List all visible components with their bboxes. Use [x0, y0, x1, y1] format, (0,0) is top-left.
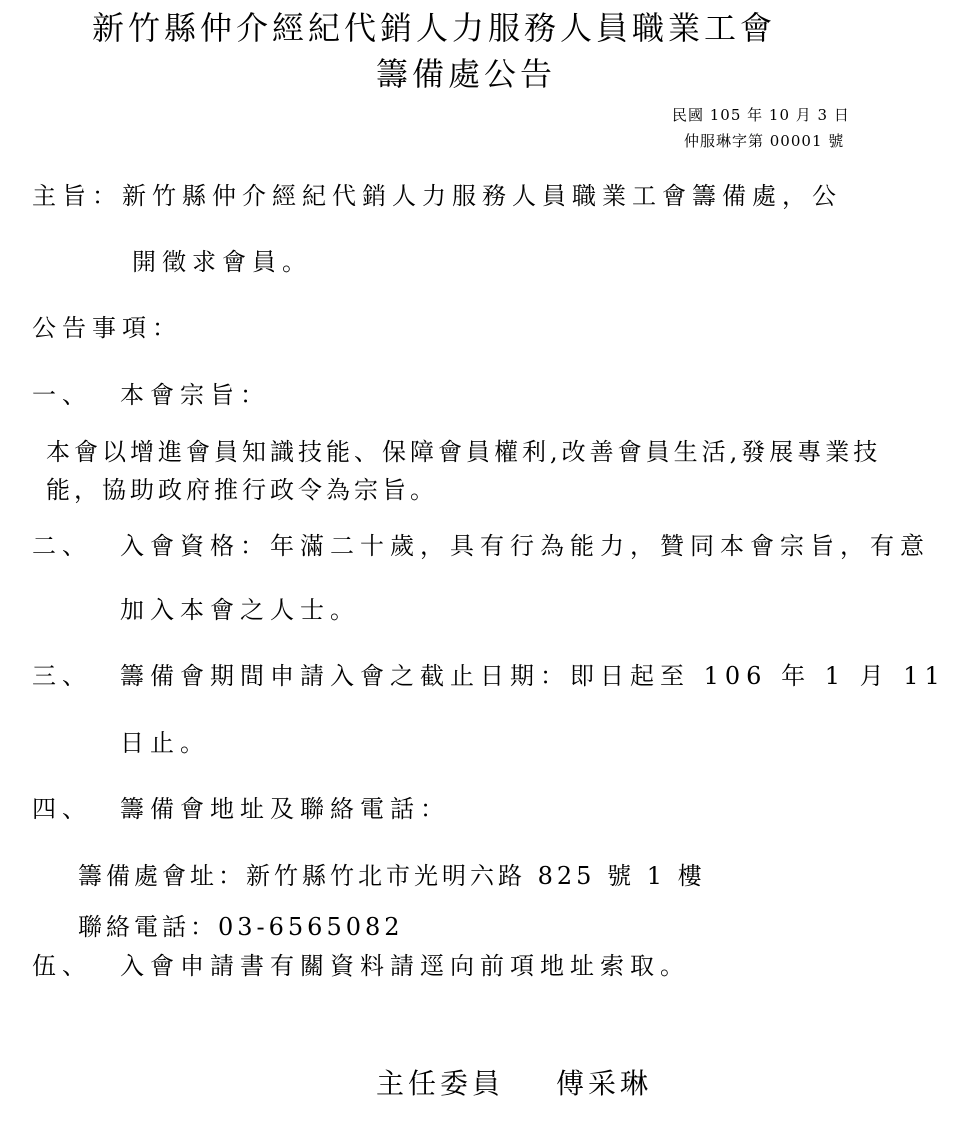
- item-number: 二、: [32, 532, 92, 560]
- item-text: 加入本會之人士。: [120, 596, 360, 624]
- notice-heading: 公告事項：: [32, 314, 182, 342]
- phone-text: 聯絡電話：03-6565082: [78, 913, 404, 941]
- signature-name: 傅采琳: [556, 1067, 653, 1100]
- title-line-1: 新竹縣仲介經紀代銷人力服務人員職業工會: [92, 9, 777, 47]
- subject-line-1: 主旨：新竹縣仲介經紀代銷人力服務人員職業工會籌備處，公: [32, 182, 842, 210]
- item-text: 本會宗旨：: [120, 381, 270, 409]
- item-text: 籌備會期間申請入會之截止日期：即日起至 106 年 1 月 11: [120, 662, 946, 690]
- item-text: 入會資格：年滿二十歲，具有行為能力，贊同本會宗旨，有意: [120, 532, 930, 560]
- purpose-text-line-1: 本會以增進會員知識技能、保障會員權利,改善會員生活,發展專業技: [46, 438, 882, 466]
- document-date: 民國 105 年 10 月 3 日: [672, 106, 850, 124]
- purpose-text-line-2: 能，協助政府推行政令為宗旨。: [46, 476, 438, 504]
- item-number: 伍、: [32, 952, 92, 980]
- item-text: 籌備會地址及聯絡電話：: [120, 795, 450, 823]
- item-text: 日止。: [120, 729, 210, 757]
- item-number: 三、: [32, 662, 92, 690]
- title-line-2: 籌備處公告: [376, 55, 557, 93]
- signature-title: 主任委員: [376, 1067, 505, 1100]
- address-text: 籌備處會址：新竹縣竹北市光明六路 825 號 1 樓: [78, 862, 706, 890]
- subject-line-2: 開徵求會員。: [132, 248, 312, 276]
- item-number: 四、: [32, 795, 92, 823]
- document-number: 仲服琳字第 00001 號: [684, 132, 845, 150]
- item-text: 入會申請書有關資料請逕向前項地址索取。: [120, 952, 690, 980]
- item-number: 一、: [32, 381, 92, 409]
